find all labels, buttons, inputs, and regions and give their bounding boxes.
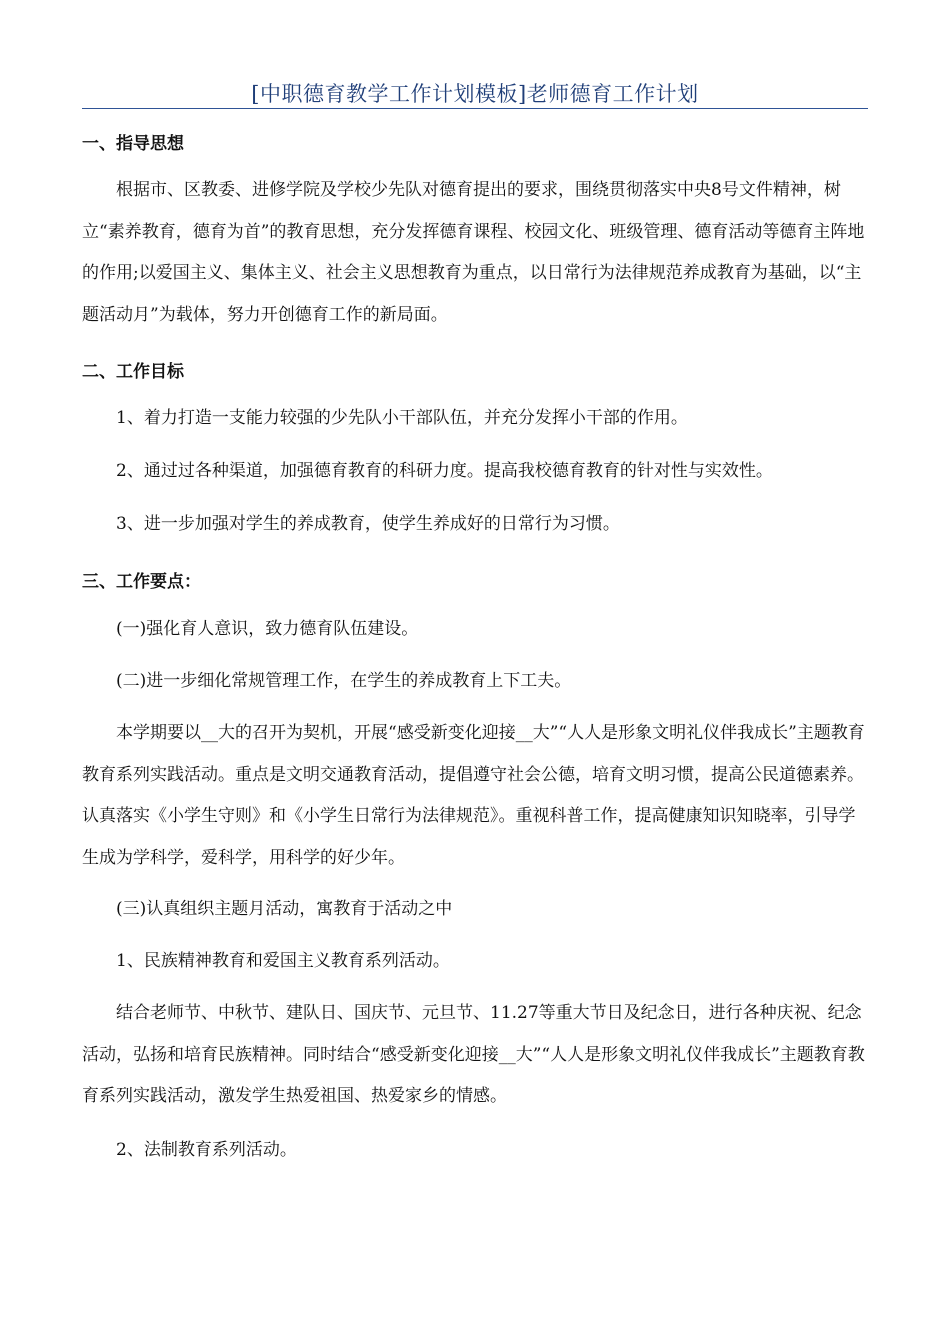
subheading-2: (二)进一步细化常规管理工作，在学生的养成教育上下工夫。 xyxy=(116,671,572,691)
activity-item-1: 1、民族精神教育和爱国主义教育系列活动。 xyxy=(116,951,450,971)
goal-item-1: 1、着力打造一支能力较强的少先队小干部队伍，并充分发挥小干部的作用。 xyxy=(116,408,688,428)
subheading-1: (一)强化育人意识，致力德育队伍建设。 xyxy=(116,619,419,639)
section-heading-guiding-ideology: 一、指导思想 xyxy=(82,134,184,154)
paragraph-national-spirit: 结合老师节、中秋节、建队日、国庆节、元旦节、11.27等重大节日及纪念日，进行各种庆祝、纪念活动，弘扬和培育民族精神。同时结合“感受新变化迎接__大”“人人是形象文明礼仪伴我成长”主题教育教育系列实践活动，激发学生热爱祖国、热爱家乡的情感。 xyxy=(82,1003,865,1106)
activity-item-2: 2、法制教育系列活动。 xyxy=(116,1140,297,1160)
subheading-3: (三)认真组织主题月活动，寓教育于活动之中 xyxy=(116,899,453,919)
page-title: [中职德育教学工作计划模板]老师德育工作计划 xyxy=(251,82,699,106)
goal-item-2: 2、通过过各种渠道，加强德育教育的科研力度。提高我校德育教育的针对性与实效性。 xyxy=(116,461,773,481)
header-divider xyxy=(82,108,868,109)
section-heading-work-goals: 二、工作目标 xyxy=(82,362,184,382)
section-heading-key-points: 三、工作要点： xyxy=(82,572,201,592)
goal-item-3: 3、进一步加强对学生的养成教育，使学生养成好的日常行为习惯。 xyxy=(116,514,620,534)
paragraph-guiding-ideology: 根据市、区教委、进修学院及学校少先队对德育提出的要求，围绕贯彻落实中央8号文件精神，树立“素养教育，德育为首”的教育思想，充分发挥德育课程、校园文化、班级管理、德育活动等德育主阵地的作用;以爱国主义、集体主义、社会主义思想教育为重点，以日常行为法律规范养成教育为基础，以“主题活动月”为载体，努力开创德育工作的新局面。 xyxy=(82,180,865,325)
paragraph-routine-management: 本学期要以__大的召开为契机，开展“感受新变化迎接__大”“人人是形象文明礼仪伴我成长”主题教育教育系列实践活动。重点是文明交通教育活动，提倡遵守社会公德，培育文明习惯，提高公民道德素养。认真落实《小学生守则》和《小学生日常行为法律规范》。重视科普工作，提高健康知识知晓率，引导学生成为学科学，爱科学，用科学的好少年。 xyxy=(82,723,865,868)
